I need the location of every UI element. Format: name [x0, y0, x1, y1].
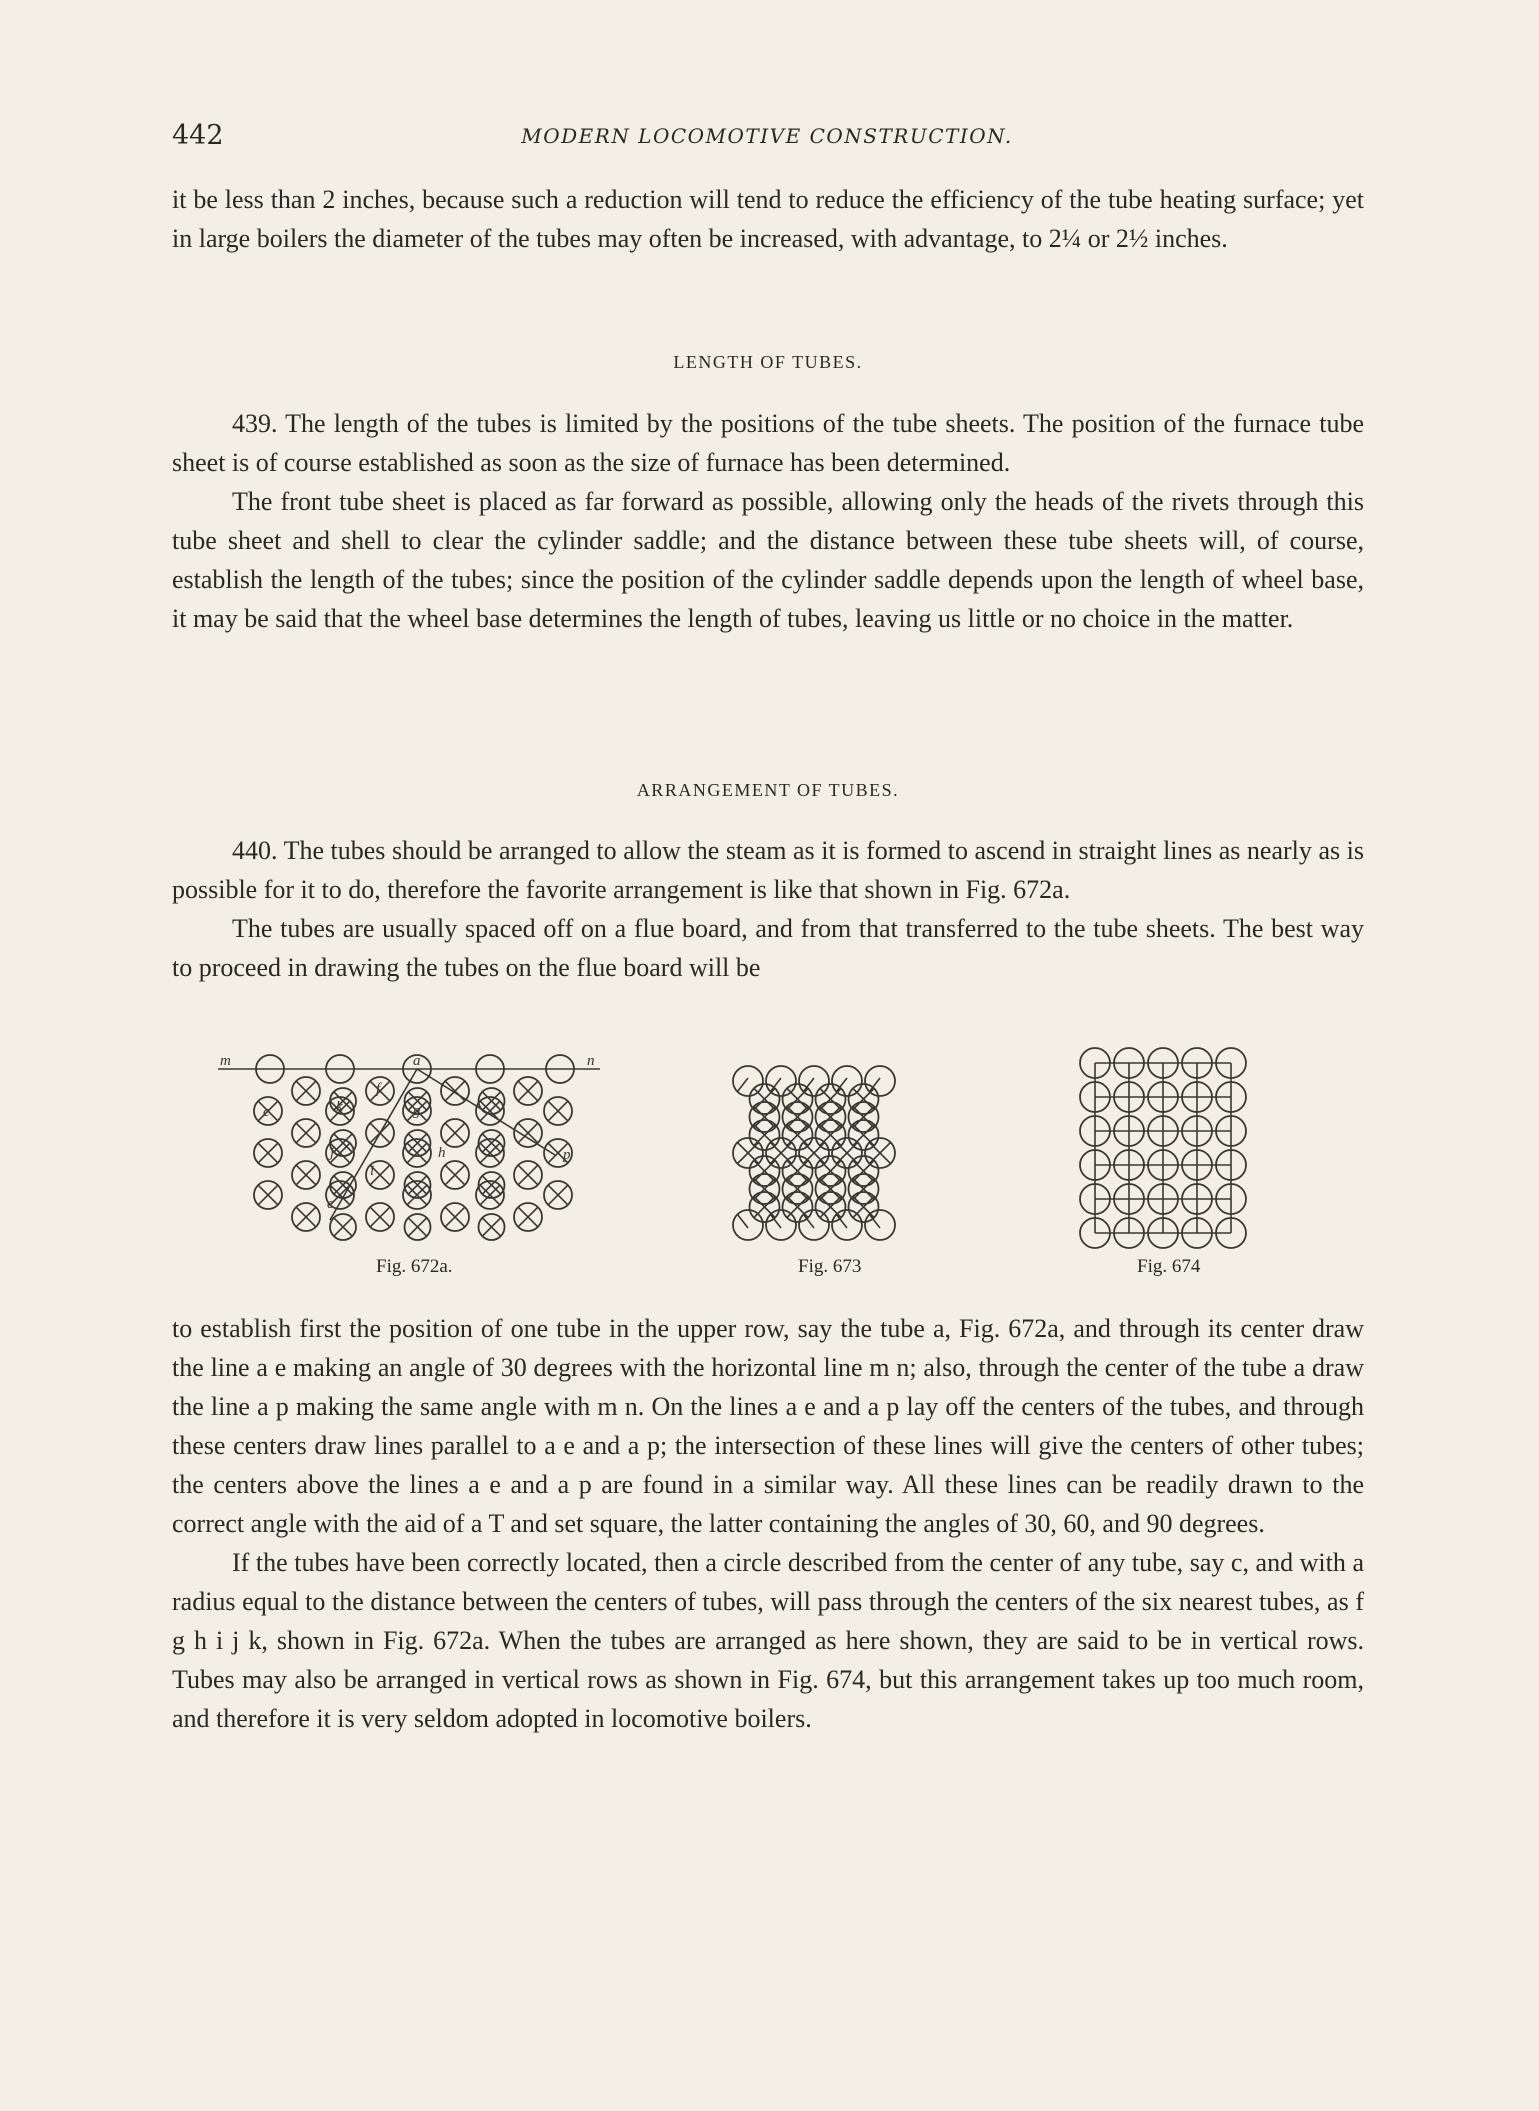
label-f: f: [376, 1081, 381, 1097]
paragraph-439-front-tube-sheet: The front tube sheet is placed as far forward as possible, allowing only the heads of the rivets through this tube sheet and shell to clear the cylinder saddle; and the distance between these tube sheets will, of course, establish the length of the tubes; since the position of the cylinder saddle depends upon the length of wheel base, it may be said that the wheel base determines the length of tubes, leaving us little or no choice in the matter.: [172, 487, 1364, 633]
running-title: MODERN LOCOMOTIVE CONSTRUCTION.: [521, 124, 1013, 148]
text-block-440-continued: [172, 1309, 1364, 1738]
paragraph-intro: it be less than 2 inches, because such a reduction will tend to reduce the efficiency of the tube heating surface; yet in large boilers the diameter of the tubes may often be increased, with advantage, to 2¼ or 2½ inches.: [172, 185, 1364, 253]
tube-arrangement-diagram-674: [1077, 1045, 1287, 1255]
paragraph-440-flue-board: The tubes are usually spaced off on a flue board, and from that transferred to the tube sheets. The best way to proceed in drawing the tubes on the flue board will be: [172, 914, 1364, 982]
text-block-top: [172, 180, 1364, 258]
page-number: 442: [172, 120, 224, 151]
paragraph-440-drawing-method: to establish first the position of one tube in the upper row, say the tube a, Fig. 672a, and through its center draw the line a e making an angle of 30 degrees with the horizontal line m n; also, through the center of the tube a draw the line a p making the same angle with m n. On the lines a e and a p lay off the centers of the tubes, and through these centers draw lines parallel to a e and a p; the intersection of these lines will give the centers of other tubes; the centers above the lines a e and a p are found in a similar way. All these lines can be readily drawn to the correct angle with the aid of a T and set square, the latter containing the angles of 30, 60, and 90 degrees.: [172, 1314, 1364, 1538]
tube-arrangement-diagram-672a: [210, 1045, 610, 1255]
paragraph-440-correct-location: If the tubes have been correctly located, then a circle described from the center of any tube, say c, and with a radius equal to the distance between the centers of tubes, will pass through the centers of the six nearest tubes, as f g h i j k, shown in Fig. 672a. When the tubes are arranged as here shown, they are said to be in vertical rows. Tubes may also be arranged in vertical rows as shown in Fig. 674, but this arrangement takes up too much room, and therefore it is very seldom adopted in locomotive boilers.: [172, 1548, 1364, 1733]
paragraph-439: 439. The length of the tubes is limited by the positions of the tube sheets. The position of the furnace tube sheet is of course established as soon as the size of furnace has been determined.: [172, 409, 1364, 477]
page-header: [172, 120, 1362, 160]
label-h: h: [438, 1145, 446, 1161]
figure-673: [730, 1063, 940, 1257]
heading-arrangement-of-tubes: ARRANGEMENT OF TUBES.: [636, 780, 900, 800]
heading-length-of-tubes: LENGTH OF TUBES.: [673, 352, 863, 372]
label-p: p: [563, 1147, 571, 1163]
tube-half-cross: [738, 1078, 749, 1092]
label-k: k: [336, 1099, 343, 1115]
tube-half-cross: [738, 1215, 749, 1229]
label-n: n: [587, 1053, 595, 1069]
label-a: a: [413, 1053, 421, 1069]
label-j: j: [330, 1145, 335, 1161]
label-c: c: [263, 1104, 270, 1120]
text-block-440: [172, 831, 1364, 987]
label-g: g: [413, 1103, 421, 1119]
figure-672a: [210, 1045, 610, 1255]
paragraph-440: 440. The tubes should be arranged to allow the steam as it is formed to ascend in straight lines as nearly as is possible for it to do, therefore the favorite arrangement is like that shown in Fig. 672a.: [172, 836, 1364, 904]
text-block-439: [172, 404, 1364, 638]
caption-fig-674: Fig. 674: [1137, 1256, 1201, 1277]
caption-fig-672a: Fig. 672a.: [376, 1256, 453, 1277]
label-e: e: [327, 1196, 334, 1212]
caption-fig-673: Fig. 673: [798, 1256, 862, 1277]
tube-arrangement-diagram-673: [730, 1063, 940, 1257]
label-m: m: [220, 1053, 231, 1069]
figure-674: [1077, 1045, 1287, 1255]
label-i: i: [370, 1163, 375, 1179]
